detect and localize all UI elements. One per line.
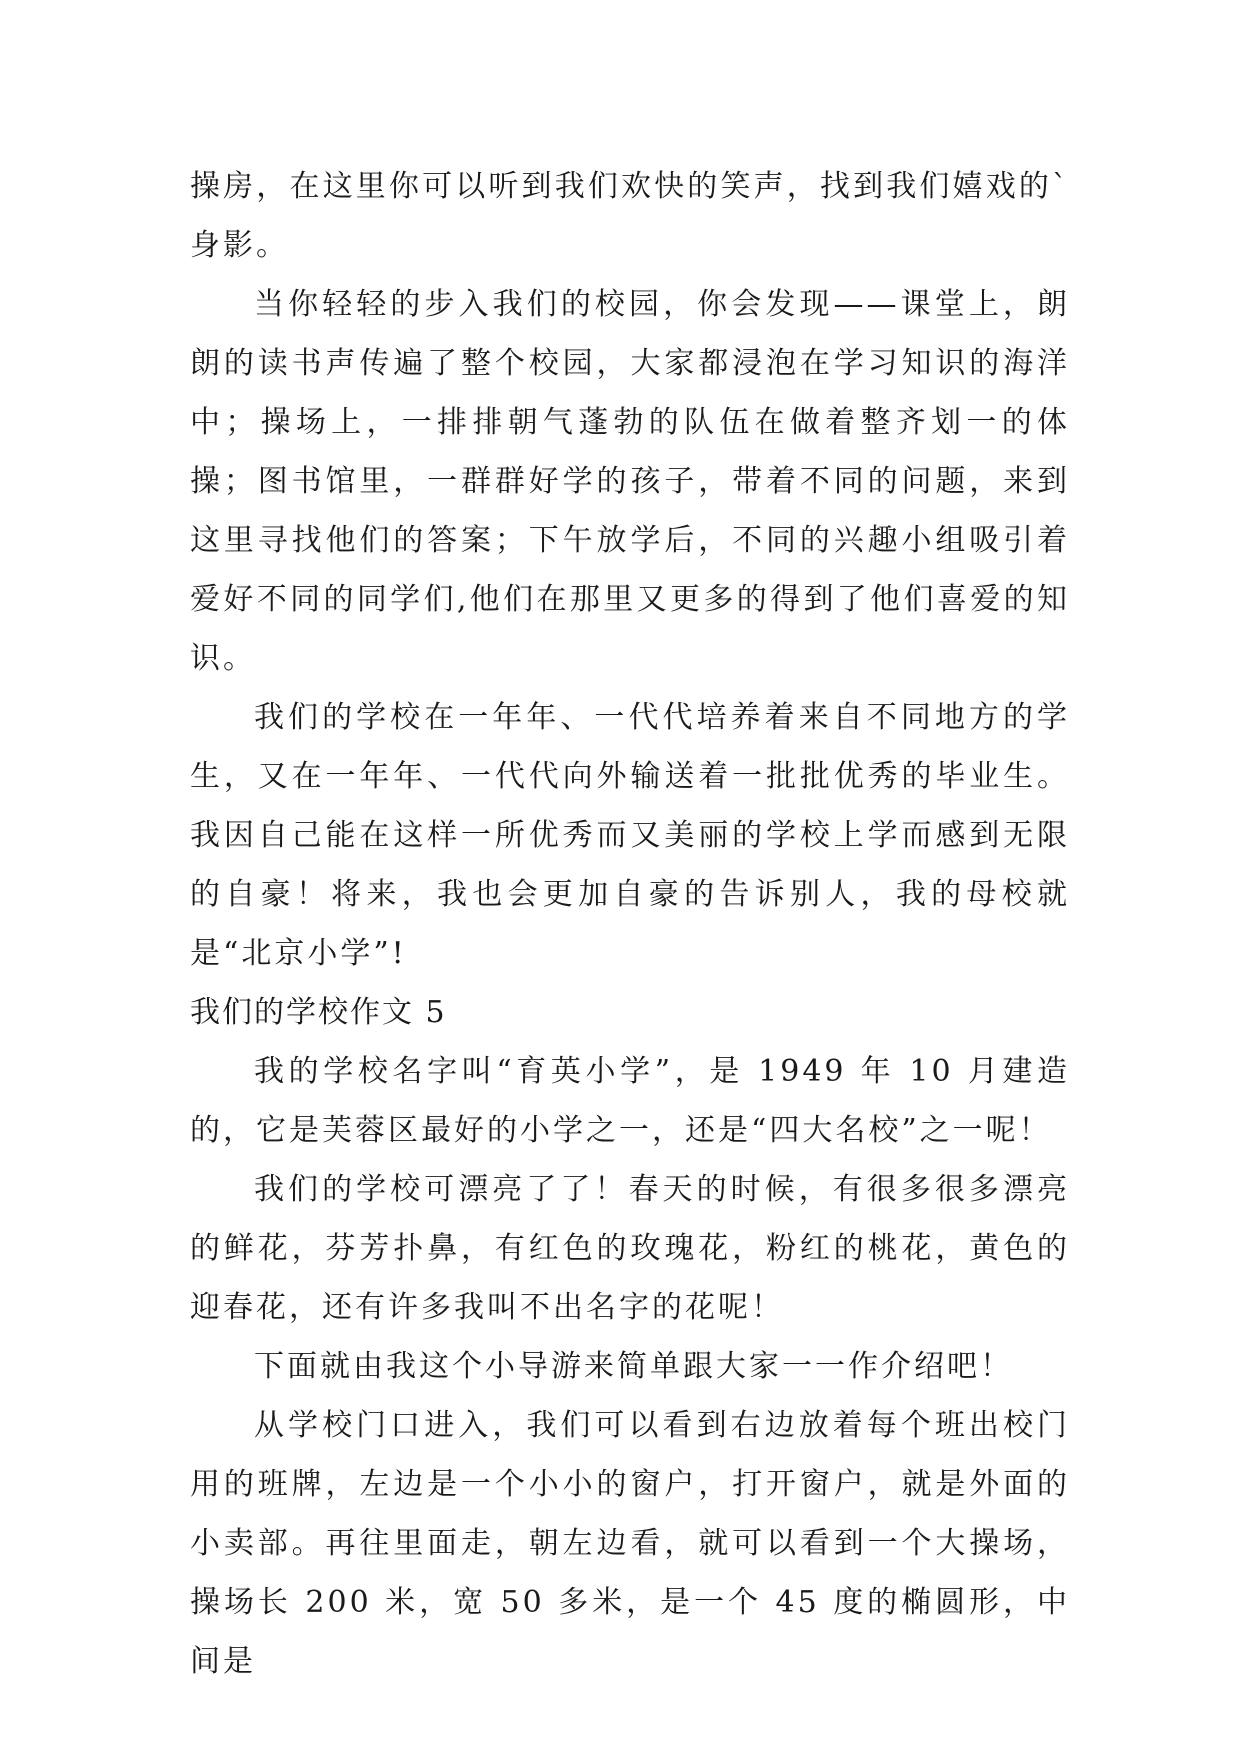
paragraph-spring-flowers: 我们的学校可漂亮了了！春天的时候，有很多很多漂亮的鲜花，芬芳扑鼻，有红色的玫瑰花，粉红的桃花，黄色的迎春花，还有许多我叫不出名字的花呢！ (190, 1172, 1070, 1325)
paragraph-campus-scenes: 当你轻轻的步入我们的校园，你会发现——课堂上，朗朗的读书声传遍了整个校园，大家都浸泡在学习知识的海洋中；操场上，一排排朝气蓬勃的队伍在做着整齐划一的体操；图书馆里，一群群好学的孩子，带着不同的问题，来到这里寻找他们的答案；下午放学后，不同的兴趣小组吸引着爱好不同的同学们,他们在那里又更多的得到了他们喜爱的知识。 (190, 287, 1070, 676)
paragraph-tour-intro: 下面就由我这个小导游来简单跟大家一一作介绍吧！ (254, 1349, 1013, 1384)
paragraph-school-pride: 我们的学校在一年年、一代代培养着来自不同地方的学生，又在一年年、一代代向外输送着一批批优秀的毕业生。我因自己能在这样一所优秀而又美丽的学校上学而感到无限的自豪！将来，我也会更加自豪的告诉别人，我的母校就是“北京小学”! (190, 700, 1070, 971)
essay-heading: 我们的学校作文 5 (190, 995, 447, 1030)
paragraph-continuation: 操房，在这里你可以听到我们欢快的笑声，找到我们嬉戏的`身影。 (190, 169, 1070, 263)
paragraph-school-name: 我的学校名字叫“育英小学”，是 1949 年 10 月建造的，它是芙蓉区最好的小学之一，还是“四大名校”之一呢！ (190, 1054, 1070, 1148)
document-body (190, 157, 1070, 1691)
paragraph-entrance-playground: 从学校门口进入，我们可以看到右边放着每个班出校门用的班牌，左边是一个小小的窗户，打开窗户，就是外面的小卖部。再往里面走，朝左边看，就可以看到一个大操场，操场长 200 米，宽 50 多米，是一个 45 度的椭圆形，中间是 (190, 1408, 1070, 1679)
